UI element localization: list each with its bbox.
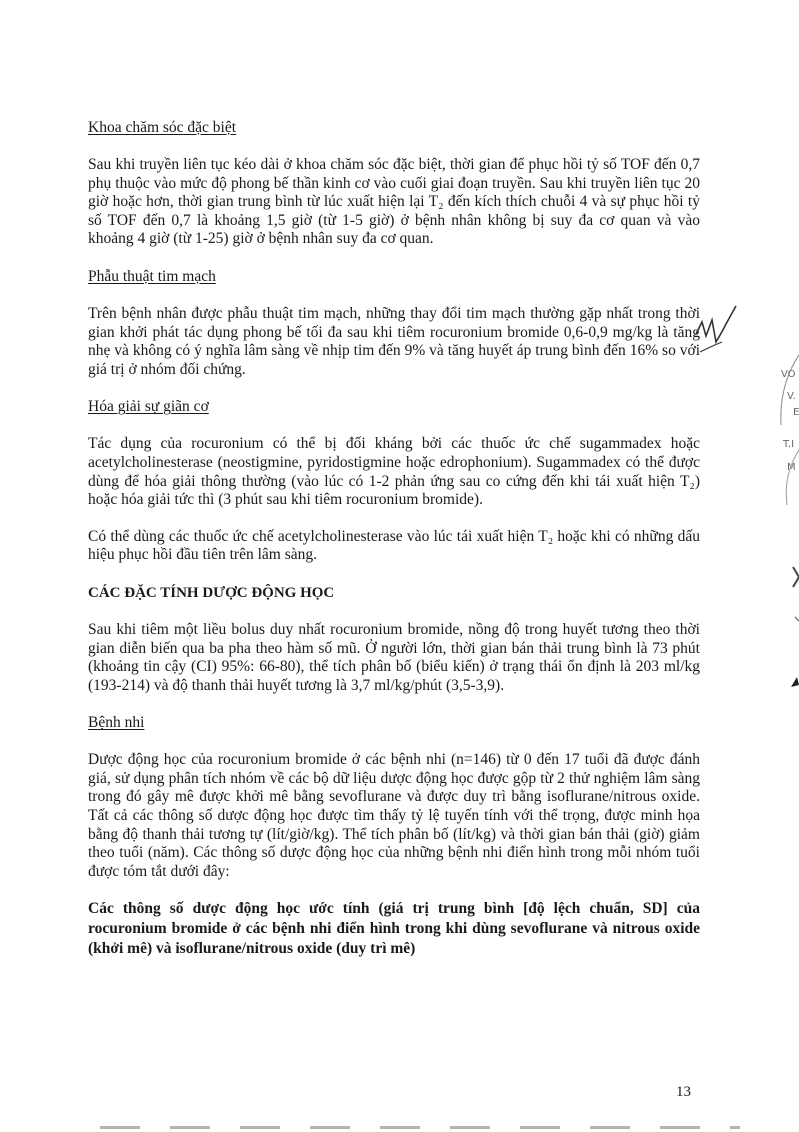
stamp-edge bbox=[773, 355, 799, 695]
stamp-text-2: V. bbox=[787, 391, 796, 402]
stamp-text-1: VO bbox=[781, 369, 796, 380]
section-heading-cardiac: Phẫu thuật tim mạch bbox=[88, 267, 216, 285]
section-heading-pharmacokinetics: CÁC ĐẶC TÍNH DƯỢC ĐỘNG HỌC bbox=[88, 584, 335, 601]
paragraph-reversal-2: Có thể dùng các thuốc ức chế acetylcholinesterase vào lúc tái xuất hiện T₂ hoặc khi có những dấu hiệu phục hồi đầu tiên trên lâm sàng. bbox=[88, 527, 700, 564]
paragraph-reversal-1: Tác dụng của rocuronium có thể bị đối kháng bởi các thuốc ức chế sugammadex hoặc acetylcholinesterase (neostigmine, pyridostigmine hoặc edrophonium). Sugammadex có thể được dùng để hóa giải thông thường (vào lúc có 1-2 phản ứng sau co cứng đến khi tái xuất hiện T₂) hoặc hóa giải tức thì (3 phút sau khi tiêm rocuronium bromide). bbox=[88, 435, 700, 509]
scan-edge-artifact bbox=[100, 1126, 740, 1129]
stamp-text-3: E bbox=[793, 407, 799, 418]
signature-mark bbox=[692, 302, 742, 362]
section-heading-reversal: Hóa giải sự giãn cơ bbox=[88, 398, 209, 416]
paragraph-pharmacokinetics: Sau khi tiêm một liều bolus duy nhất rocuronium bromide, nồng độ trong huyết tương theo thời gian diễn biến qua ba pha theo hàm số mũ. Ở người lớn, thời gian bán thải trung bình là 73 phút (khoảng tin cậy (CI) 95%: 66-80), thể tích phân bố (biểu kiến) ở trạng thái ổn định là 203 ml/kg (193-214) và độ thanh thải huyết tương là 3,7 ml/kg/phút (3,5-3,9). bbox=[88, 620, 700, 694]
page-number: 13 bbox=[676, 1084, 691, 1100]
stamp-text-4: T.I bbox=[783, 439, 795, 450]
table-caption: Các thông số dược động học ước tính (giá trị trung bình [độ lệch chuẩn, SD] của rocuronium bromide ở các bệnh nhi điển hình trong khi dùng sevoflurane và nitrous oxide (khởi mê) và isoflurane/nitrous oxide (duy trì mê) bbox=[88, 900, 700, 958]
paragraph-pediatrics: Dược động học của rocuronium bromide ở các bệnh nhi (n=146) từ 0 đến 17 tuổi đã được đánh giá, sử dụng phân tích nhóm về các bộ dữ liệu dược động học được gộp từ 2 thử nghiệm lâm sàng trong đó gây mê được khởi mê bằng sevoflurane và được duy trì bằng isoflurane/nitrous oxide. Tất cả các thông số dược động học được tìm thấy tỷ lệ tuyến tính với thể trọng, được minh họa bằng độ thanh thải tương tự (lít/giờ/kg). Thể tích phân bố (lít/kg) và thời gian bán thải (giờ) giảm theo tuổi (năm). Các thông số dược động học của những bệnh nhi điển hình trong mỗi nhóm tuổi được tóm tắt dưới đây: bbox=[88, 751, 700, 880]
section-heading-icu: Khoa chăm sóc đặc biệt bbox=[88, 119, 237, 136]
paragraph-icu: Sau khi truyền liên tục kéo dài ở khoa chăm sóc đặc biệt, thời gian để phục hồi tỷ số TOF đến 0,7 phụ thuộc vào mức độ phong bế thần kinh cơ vào cuối giai đoạn truyền. Sau khi truyền liên tục 20 giờ hoặc hơn, thời gian trung bình từ lúc xuất hiện lại T₂ đến kích thích chuỗi 4 và sự phục hồi tỷ số TOF đến 0,7 là khoảng 1,5 giờ (từ 1-5 giờ) ở bệnh nhân không bị suy đa cơ quan và vào khoảng 4 giờ (từ 1-25) giờ ở bệnh nhân suy đa cơ quan. bbox=[88, 156, 700, 248]
section-heading-pediatrics: Bệnh nhi bbox=[88, 714, 145, 732]
document-body bbox=[88, 118, 700, 977]
paragraph-cardiac: Trên bệnh nhân được phẫu thuật tim mạch, những thay đổi tim mạch thường gặp nhất trong thời gian khởi phát tác dụng phong bế tối đa sau khi tiêm rocuronium bromide 0,6-0,9 mg/kg là tăng nhẹ và không có ý nghĩa lâm sàng về nhịp tim đến 9% và tăng huyết áp trung bình đến 16% so với giá trị ở nhóm đối chứng. bbox=[88, 304, 700, 378]
stamp-text-5: M bbox=[787, 462, 796, 473]
